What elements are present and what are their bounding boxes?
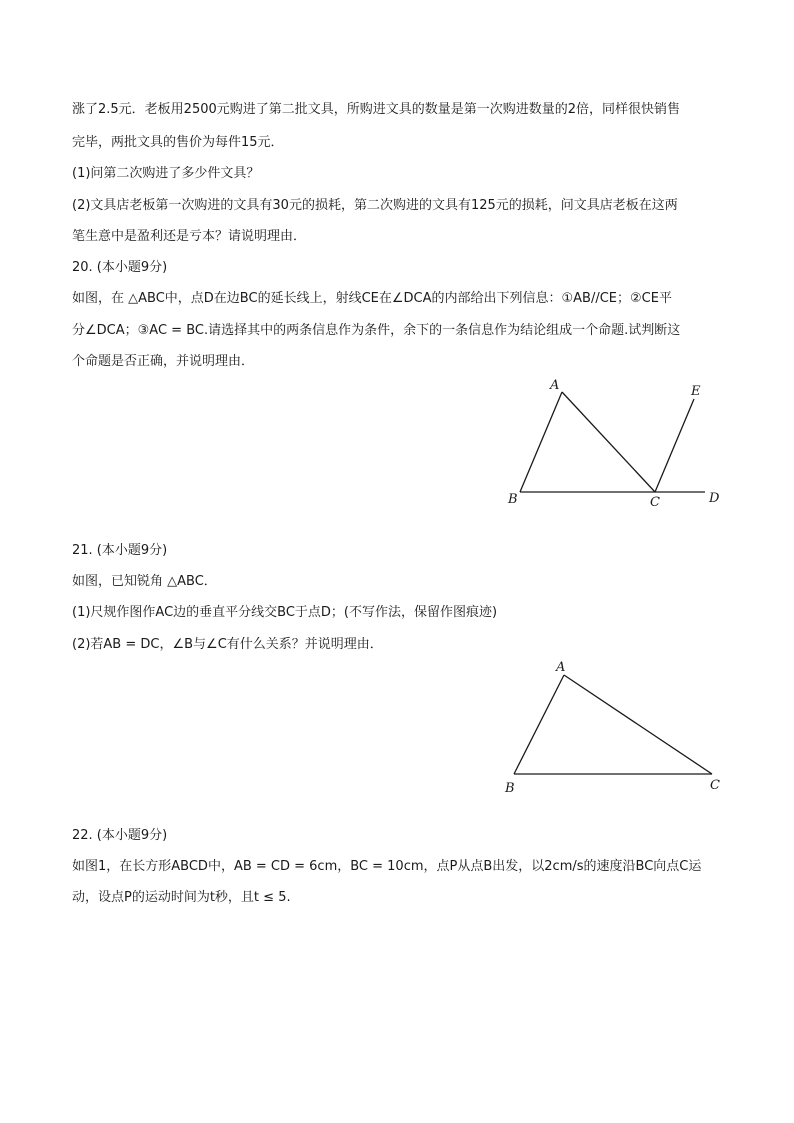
q19-part-1: (1)问第二次购进了多少件文具？ <box>72 166 260 181</box>
q20-segment-ab <box>520 392 562 492</box>
q20-triangle-diagram <box>500 372 740 517</box>
q19-part-2-line-2: 笔生意中是盈利还是亏本？请说明理由． <box>72 229 307 244</box>
q20-text-line-2: 分∠DCA；③AC = BC.请选择其中的两条信息作为条件，余下的一条信息作为结论组成一个命题.试判断这 <box>72 323 681 338</box>
q20-label-a: A <box>550 378 560 393</box>
q20-text-line-1: 如图，在 △ABC中，点D在边BC的延长线上，射线CE在∠DCA的内部给出下列信息：①AB//CE；②CE平 <box>72 291 672 306</box>
q20-text-line-3: 个命题是否正确，并说明理由． <box>72 354 255 369</box>
q20-figure <box>500 372 740 521</box>
q19-text-line-1: 涨了2.5元．老板用2500元购进了第二批文具，所购进文具的数量是第一次购进数量的2倍，同样很快销售 <box>72 102 681 117</box>
q21-part-1: (1)尺规作图作AC边的垂直平分线交BC于点D；(不写作法，保留作图痕迹) <box>72 605 498 620</box>
q20-segment-ac <box>562 392 655 492</box>
q20-header: 20. (本小题9分) <box>72 260 168 275</box>
q21-figure <box>495 652 735 801</box>
q20-label-c: C <box>650 495 660 510</box>
q22-text-line-2: 动，设点P的运动时间为t秒，且t ≤ 5. <box>72 890 291 905</box>
q19-part-2-line-1: (2)文具店老板第一次购进的文具有30元的损耗，第二次购进的文具有125元的损耗，问文具店老板在这两 <box>72 198 678 213</box>
q21-label-b: B <box>505 781 515 796</box>
q21-label-c: C <box>710 778 720 793</box>
q21-header: 21. (本小题9分) <box>72 543 168 558</box>
q20-label-e: E <box>691 384 701 399</box>
q21-part-2: (2)若AB = DC，∠B与∠C有什么关系？并说明理由． <box>72 637 383 652</box>
q21-triangle-diagram <box>495 652 735 797</box>
q21-label-a: A <box>556 660 566 675</box>
q20-ray-ce <box>655 399 694 492</box>
q22-header: 22. (本小题9分) <box>72 828 168 843</box>
q22-text-line-1: 如图1，在长方形ABCD中，AB = CD = 6cm，BC = 10cm，点P从点B出发，以2cm/s的速度沿BC向点C运 <box>72 859 702 874</box>
q20-label-d: D <box>709 491 720 506</box>
q21-text-line-1: 如图，已知锐角 △ABC． <box>72 574 217 589</box>
q21-segment-ac <box>564 675 712 774</box>
q19-text-line-2: 完毕，两批文具的售价为每件15元． <box>72 135 284 150</box>
q20-label-b: B <box>508 492 518 507</box>
q21-segment-ab <box>514 675 564 774</box>
